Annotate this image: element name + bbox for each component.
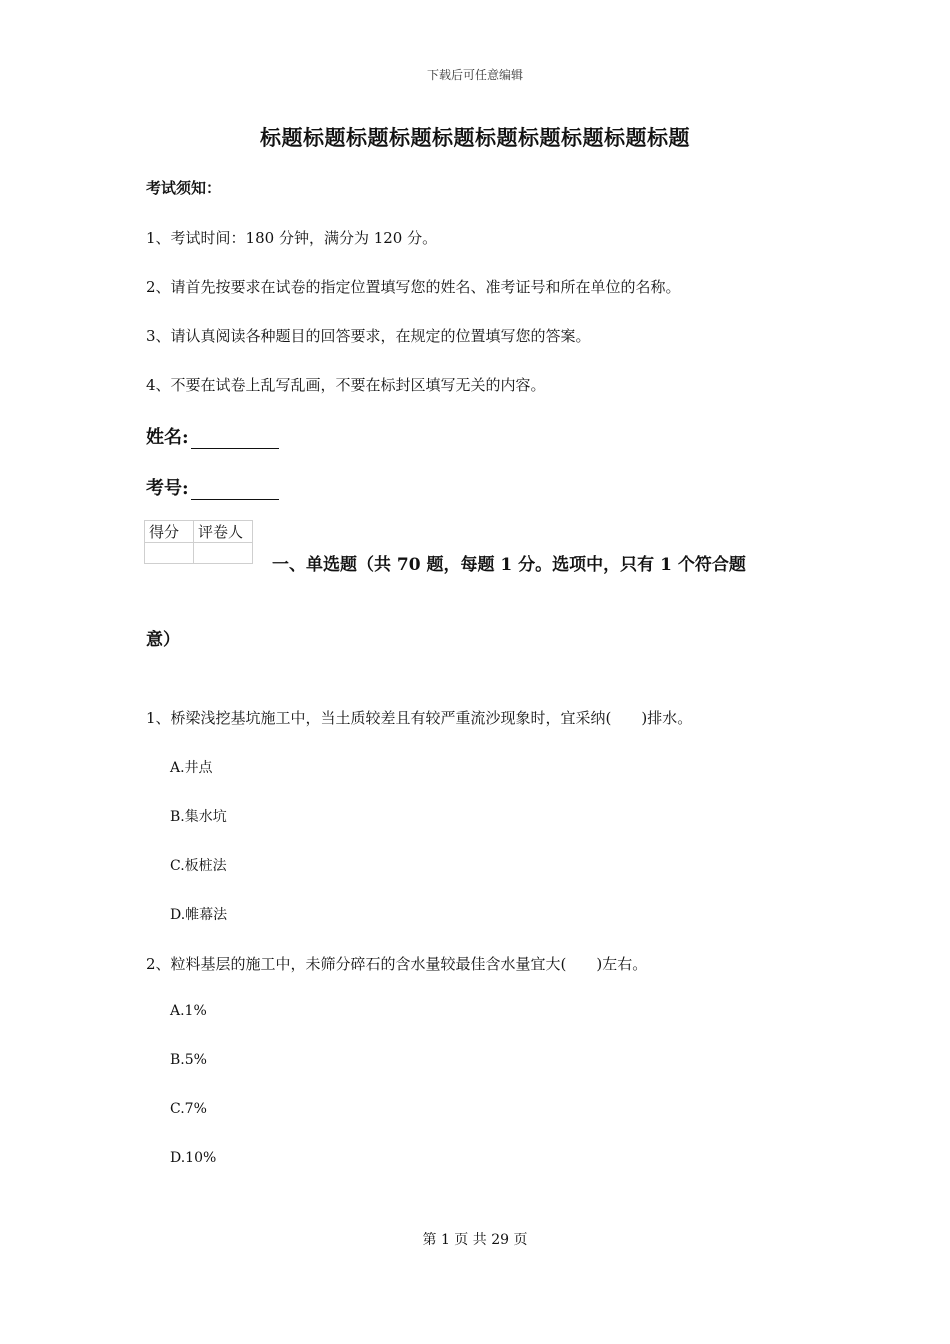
page-footer: 第 1 页 共 29 页 — [422, 1232, 528, 1248]
name-blank[interactable] — [191, 430, 279, 449]
score-table — [144, 520, 253, 564]
question-1-option-c: C.板桩法 — [170, 858, 227, 874]
question-2: 2、粒料基层的施工中，未筛分碎石的含水量较最佳含水量宜大( )左右。 — [146, 955, 648, 973]
question-2-option-c: C.7% — [170, 1101, 207, 1117]
section-title-continued: 意） — [146, 630, 180, 650]
score-header: 得分 — [145, 521, 194, 543]
question-1-option-b: B.集水坑 — [170, 809, 227, 825]
question-1: 1、桥梁浅挖基坑施工中，当土质较差且有较严重流沙现象时，宜采纳( )排水。 — [146, 709, 693, 727]
score-cell[interactable] — [145, 543, 194, 564]
number-label: 考号: — [146, 478, 189, 499]
notice-rule-4: 4、不要在试卷上乱写乱画，不要在标封区填写无关的内容。 — [146, 376, 546, 394]
question-2-option-d: D.10% — [170, 1150, 217, 1166]
page-header-note: 下载后可任意编辑 — [426, 68, 523, 82]
question-2-option-a: A.1% — [170, 1003, 207, 1019]
question-1-option-a: A.井点 — [170, 760, 213, 776]
grader-header: 评卷人 — [194, 521, 253, 543]
number-blank[interactable] — [191, 481, 279, 500]
notice-heading: 考试须知： — [146, 179, 222, 197]
page-title: 标题标题标题标题标题标题标题标题标题标题 — [260, 125, 690, 150]
name-label: 姓名: — [146, 427, 189, 448]
notice-rule-3: 3、请认真阅读各种题目的回答要求，在规定的位置填写您的答案。 — [146, 327, 591, 345]
question-2-option-b: B.5% — [170, 1052, 207, 1068]
question-1-option-d: D.帷幕法 — [170, 907, 228, 923]
name-field — [146, 423, 279, 449]
notice-rule-1: 1、考试时间：180 分钟，满分为 120 分。 — [146, 229, 438, 247]
number-field — [146, 474, 279, 500]
notice-rule-2: 2、请首先按要求在试卷的指定位置填写您的姓名、准考证号和所在单位的名称。 — [146, 278, 681, 296]
grader-cell[interactable] — [194, 543, 253, 564]
section-title: 一、单选题（共 70 题，每题 1 分。选项中，只有 1 个符合题 — [272, 555, 746, 575]
